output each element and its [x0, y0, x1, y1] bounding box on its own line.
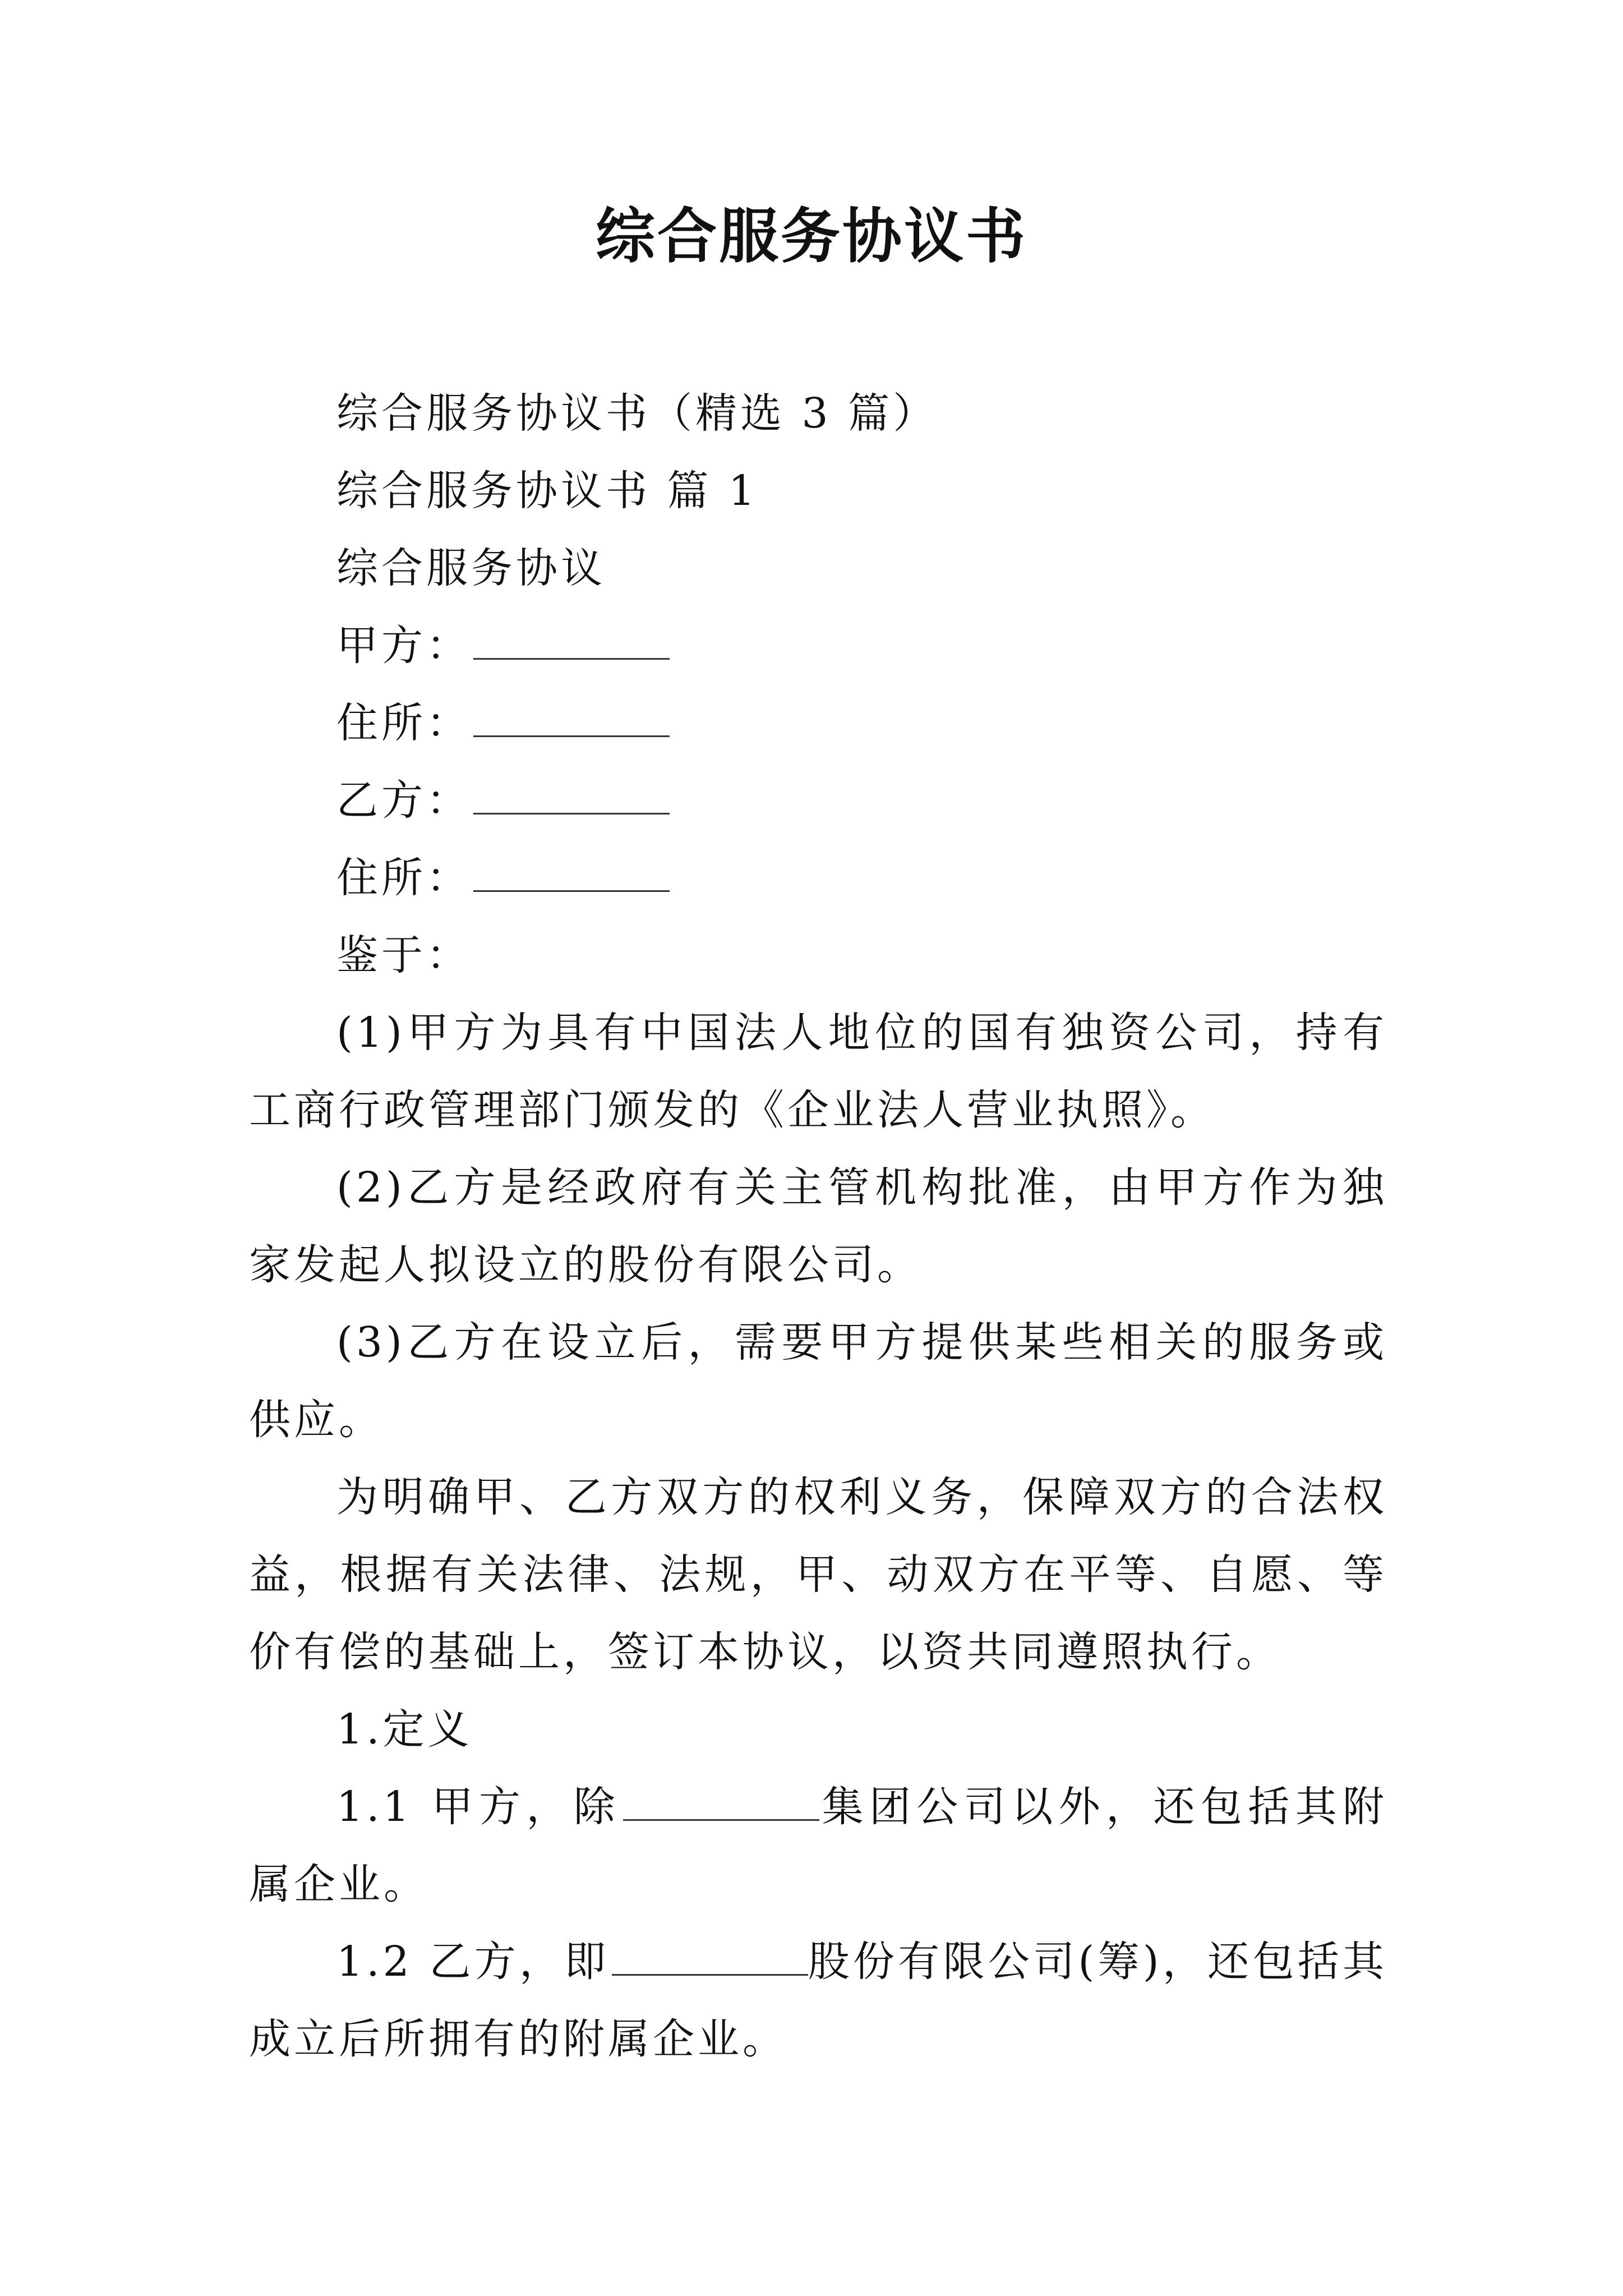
party-a-line [249, 607, 1387, 684]
def-1-1-blank [623, 1784, 819, 1821]
address-b-label: 住所： [336, 854, 471, 902]
document-title: 综合服务协议书 [596, 202, 1027, 271]
party-b-label: 乙方： [336, 776, 471, 825]
address-b-blank [473, 855, 670, 892]
document-body [249, 375, 1387, 2078]
def-1-2-suffix: 股份有限公司(筹)，还包括其成立后所拥有的附属企业。 [249, 1938, 1387, 2063]
def-1-2-blank [612, 1939, 808, 1976]
subtitle-line: 综合服务协议书（精选 3 篇） [336, 389, 938, 438]
agreement-name: 综合服务协议 [336, 544, 606, 592]
definition-1-1 [249, 1768, 1387, 1923]
party-b-blank [473, 778, 670, 815]
definition-1-2 [249, 1923, 1387, 2078]
definition-heading: 1.定义 [336, 1705, 473, 1754]
clause-1: (1)甲方为具有中国法人地位的国有独资公司，持有工商行政管理部门颁发的《企业法人营业执照》。 [249, 1009, 1387, 1134]
def-1-1-suffix: 集团公司以外，还包括其附属企业。 [249, 1783, 1387, 1908]
address-a-blank [473, 701, 670, 737]
clause-2: (2)乙方是经政府有关主管机构批准，由甲方作为独家发起人拟设立的股份有限公司。 [249, 1163, 1387, 1289]
address-a-line [249, 684, 1387, 762]
address-a-label: 住所： [336, 699, 471, 747]
def-1-2-prefix: 1.2 乙方，即 [336, 1938, 610, 1986]
party-a-blank [473, 623, 670, 660]
address-b-line [249, 839, 1387, 917]
whereas-label: 鉴于： [336, 931, 471, 979]
purpose-paragraph: 为明确甲、乙方双方的权利义务，保障双方的合法权益，根据有关法律、法规，甲、动双方在平等、自愿、等价有偿的基础上，签订本协议，以资共同遵照执行。 [249, 1473, 1387, 1676]
clause-3: (3)乙方在设立后，需要甲方提供某些相关的服务或供应。 [249, 1318, 1387, 1444]
def-1-1-prefix: 1.1 甲方，除 [336, 1783, 621, 1831]
section-heading: 综合服务协议书 篇 1 [336, 467, 759, 515]
party-b-line [249, 762, 1387, 839]
party-a-label: 甲方： [336, 622, 471, 670]
